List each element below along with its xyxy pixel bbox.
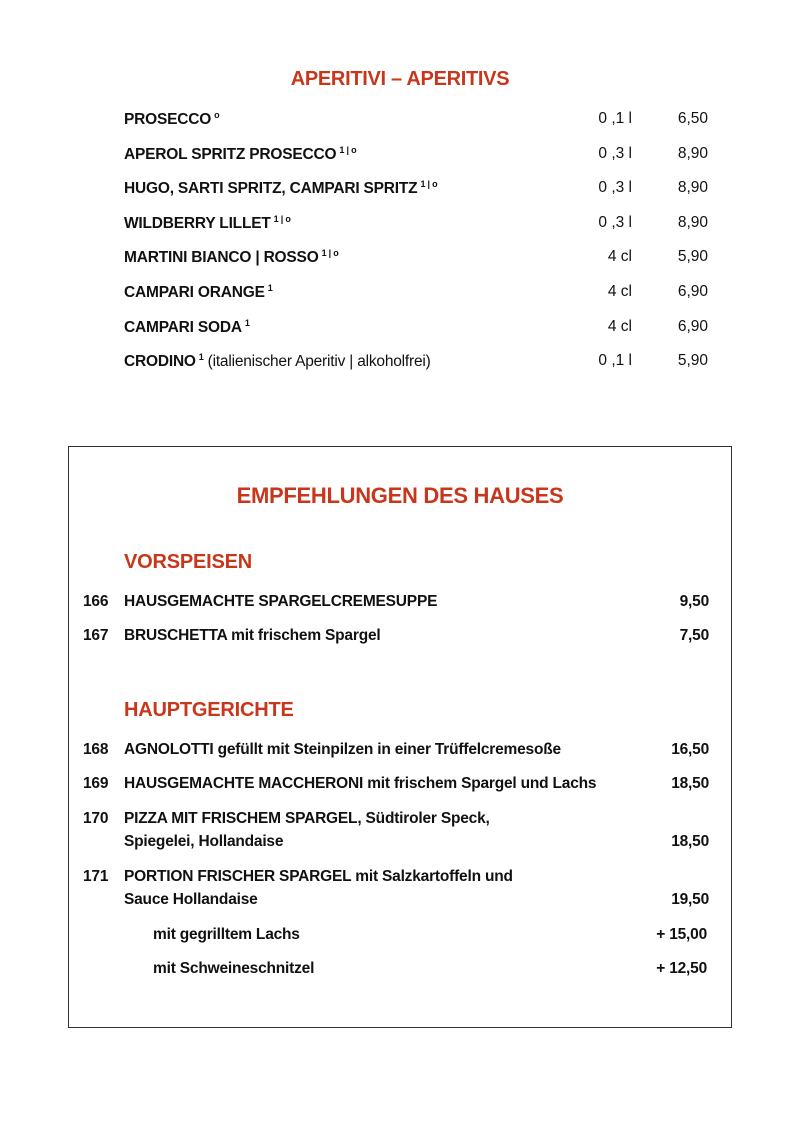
list-item	[124, 179, 708, 214]
list-item	[124, 283, 708, 318]
dish-name: HAUSGEMACHTE SPARGELCREMESUPPE	[124, 593, 438, 610]
dish-price: 9,50	[679, 593, 709, 610]
allergen-marker: o	[214, 110, 220, 120]
item-volume: 0 ,1 l	[598, 352, 632, 370]
extra-price: + 12,50	[656, 960, 707, 977]
starters-title: VORSPEISEN	[124, 551, 253, 573]
dish-price: 16,50	[671, 741, 709, 758]
dish-price: 18,50	[671, 775, 709, 792]
item-price: 8,90	[677, 213, 708, 231]
item-volume: 0 ,3 l	[598, 213, 632, 231]
allergen-marker: 1	[267, 282, 273, 293]
item-volume: 4 cl	[607, 317, 632, 335]
allergen-marker: 1	[198, 352, 204, 363]
aperitivi-title: APERITIVI – APERITIVS	[290, 68, 510, 90]
item-price: 5,90	[677, 352, 708, 370]
dish-price: 18,50	[671, 833, 709, 850]
item-name	[124, 248, 339, 267]
item-name	[124, 283, 273, 302]
item-price: 6,50	[677, 110, 708, 127]
item-note: (italienischer Aperitiv | alkoholfrei)	[207, 353, 431, 371]
dish-name: BRUSCHETTA mit frischem Spargel	[124, 627, 381, 644]
item-volume: 4 cl	[607, 282, 632, 300]
aperitivi-list	[124, 110, 708, 387]
dish-extra	[153, 926, 707, 944]
dish-name-line2: Spiegelei, Hollandaise	[124, 833, 284, 850]
dish-number: 167	[83, 627, 109, 644]
dish-number: 169	[83, 775, 109, 792]
dish-name-line1: PORTION FRISCHER SPARGEL mit Salzkartoffeln und	[124, 868, 513, 885]
item-volume: 0 ,3 l	[598, 179, 632, 197]
item-price: 8,90	[677, 144, 708, 162]
item-name	[124, 318, 250, 337]
dish-name: AGNOLOTTI gefüllt mit Steinpilzen in einer Trüffelcremesoße	[124, 741, 561, 758]
dish-number: 170	[83, 810, 109, 827]
dish-price: 19,50	[671, 891, 709, 908]
item-price: 6,90	[677, 317, 708, 335]
recommendations-title: EMPFEHLUNGEN DES HAUSES	[236, 483, 564, 508]
item-volume: 0 ,1 l	[598, 110, 632, 127]
item-price: 8,90	[677, 179, 708, 197]
extra-name: mit Schweineschnitzel	[153, 960, 315, 977]
allergen-marker: 1 | o	[273, 213, 291, 224]
dish-number: 171	[83, 868, 109, 885]
item-volume: 4 cl	[607, 248, 632, 266]
item-price: 6,90	[677, 282, 708, 300]
dish-name-line1: PIZZA MIT FRISCHEM SPARGEL, Südtiroler Speck,	[124, 810, 490, 827]
dish-price: 7,50	[679, 627, 709, 644]
item-name	[124, 179, 437, 198]
item-name-text: APEROL SPRITZ PROSECCO	[124, 145, 337, 163]
dish-name-line2: Sauce Hollandaise	[124, 891, 258, 908]
list-item	[124, 318, 708, 353]
item-price: 5,90	[677, 248, 708, 266]
item-name	[124, 352, 431, 371]
list-item	[124, 248, 708, 283]
allergen-marker: 1 | o	[339, 144, 357, 155]
list-item	[124, 145, 708, 180]
item-name	[124, 145, 356, 164]
item-name-text: PROSECCO	[124, 111, 212, 128]
item-name-text: MARTINI BIANCO | ROSSO	[124, 249, 319, 267]
mains-title: HAUPTGERICHTE	[124, 699, 294, 721]
list-item	[124, 110, 708, 145]
extra-price: + 15,00	[656, 926, 707, 943]
item-name-text: CAMPARI SODA	[124, 318, 242, 336]
allergen-marker: 1 | o	[321, 248, 339, 259]
item-name	[124, 214, 291, 233]
item-name-text: HUGO, SARTI SPRITZ, CAMPARI SPRITZ	[124, 180, 418, 198]
allergen-marker: 1 | o	[420, 179, 438, 190]
dish-number: 166	[83, 593, 109, 610]
list-item	[124, 214, 708, 249]
recommendations-box	[68, 446, 732, 1028]
item-name-text: WILDBERRY LILLET	[124, 214, 271, 232]
dish-number: 168	[83, 741, 109, 758]
list-item	[124, 352, 708, 387]
dish-name: HAUSGEMACHTE MACCHERONI mit frischem Spargel und Lachs	[124, 775, 597, 792]
item-volume: 0 ,3 l	[598, 144, 632, 162]
allergen-marker: 1	[244, 317, 250, 328]
item-name-text: CAMPARI ORANGE	[124, 283, 265, 301]
extra-name: mit gegrilltem Lachs	[153, 926, 300, 943]
item-name	[124, 110, 219, 129]
dish-extra	[153, 960, 707, 978]
item-name-text: CRODINO	[124, 353, 196, 371]
